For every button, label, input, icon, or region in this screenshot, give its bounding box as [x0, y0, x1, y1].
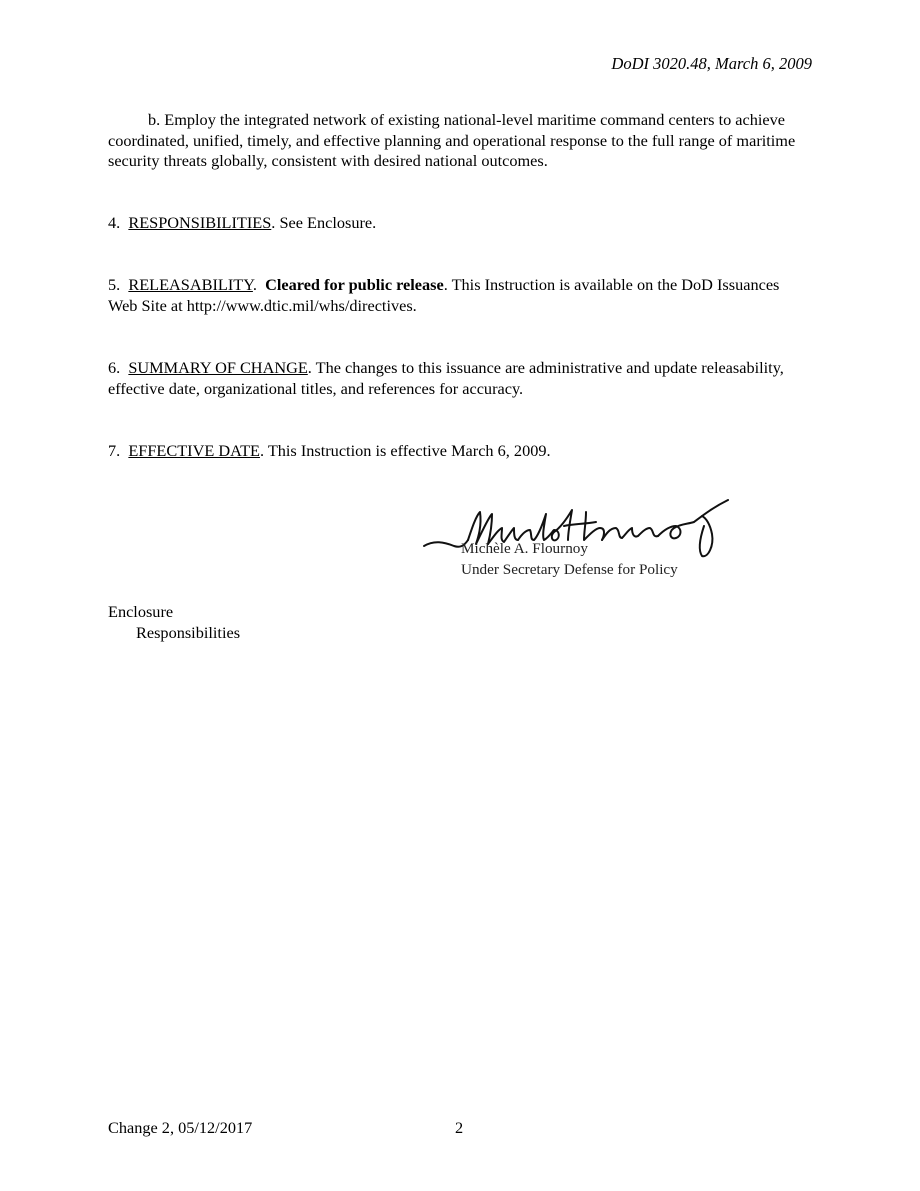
section-6: [108, 358, 788, 399]
paragraph-b: b. Employ the integrated network of existing national-level maritime command centers to achieve coordinated, unified, timely, and effective planning and operational response to the full range of maritime security threats globally, consistent with desired national outcomes.: [108, 110, 796, 170]
section-7-heading: EFFECTIVE DATE: [128, 441, 260, 460]
section-6-heading: SUMMARY OF CHANGE: [128, 358, 308, 377]
section-6-text: . The changes to this issuance are administrative and update releasability, effective date, organizational titles, and references for accuracy.: [108, 358, 784, 398]
section-7: [108, 441, 808, 462]
section-6-number: 6.: [108, 358, 121, 377]
footer-change: Change 2, 05/12/2017: [108, 1118, 253, 1137]
section-4-number: 4.: [108, 213, 121, 232]
section-5-number: 5.: [108, 275, 121, 294]
enclosure-label: Enclosure: [108, 602, 174, 621]
section-4-text: . See Enclosure.: [271, 213, 377, 232]
section-5-bold: Cleared for public release: [265, 275, 444, 294]
section-7-text: . This Instruction is effective March 6, 2009.: [259, 441, 551, 460]
section-4: [108, 213, 808, 234]
signer-title: Under Secretary Defense for Policy: [461, 561, 678, 578]
section-4-heading: RESPONSIBILITIES: [128, 213, 272, 232]
signature-block: [420, 496, 740, 588]
enclosure-item: Responsibilities: [136, 623, 241, 642]
section-5: [108, 275, 798, 316]
footer-page-number: 2: [455, 1118, 464, 1137]
section-5-heading: RELEASABILITY: [128, 275, 253, 294]
document-header: DoDI 3020.48, March 6, 2009: [611, 54, 812, 73]
section-5-text: . This Instruction is available on the DoD Issuances Web Site at http://www.dtic.mil/whs/directives.: [108, 275, 780, 315]
signer-name: Michèle A. Flournoy: [461, 540, 588, 557]
section-7-number: 7.: [108, 441, 121, 460]
section-5-sep: .: [252, 275, 266, 294]
